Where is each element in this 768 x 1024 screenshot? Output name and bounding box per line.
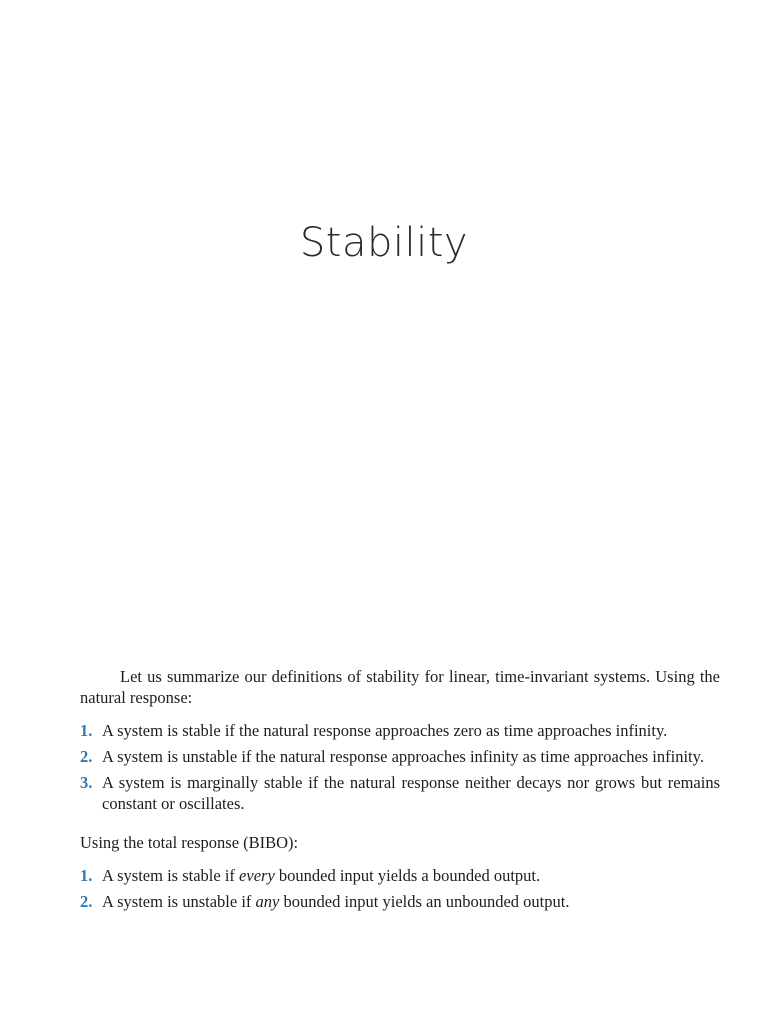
list-item-text-pre: A system is stable if	[102, 866, 240, 885]
slide-title: Stability	[299, 220, 469, 266]
emphasis-text: any	[255, 892, 280, 911]
list-number: 2.	[80, 892, 93, 911]
list-item-text-post: bounded input yields a bounded output.	[274, 866, 541, 885]
list-number: 1.	[80, 866, 93, 885]
list-number: 2.	[80, 747, 93, 766]
natural-response-list	[80, 720, 720, 814]
list-item	[80, 720, 720, 741]
list-item-text: A system is stable if the natural response approaches zero as time approaches infinity.	[102, 721, 668, 740]
list-number: 1.	[80, 721, 93, 740]
bibo-list	[80, 865, 720, 912]
list-item-text: A system is marginally stable if the natural response neither decays nor grows but remains constant or oscillates.	[102, 773, 720, 813]
list-item-text: A system is unstable if the natural response approaches infinity as time approaches infinity.	[102, 747, 704, 766]
list-item	[80, 891, 720, 912]
list-number: 3.	[80, 773, 93, 792]
list-item	[80, 746, 720, 767]
list-item	[80, 772, 720, 814]
emphasis-text: every	[239, 866, 275, 885]
list-item-text-post: bounded input yields an unbounded output.	[279, 892, 570, 911]
list-item-text-pre: A system is unstable if	[102, 892, 256, 911]
list-item	[80, 865, 720, 886]
intro-paragraph: Let us summarize our definitions of stability for linear, time-invariant systems. Using the natural response:	[80, 667, 720, 707]
document-excerpt	[80, 666, 720, 917]
bibo-heading: Using the total response (BIBO):	[80, 833, 299, 852]
